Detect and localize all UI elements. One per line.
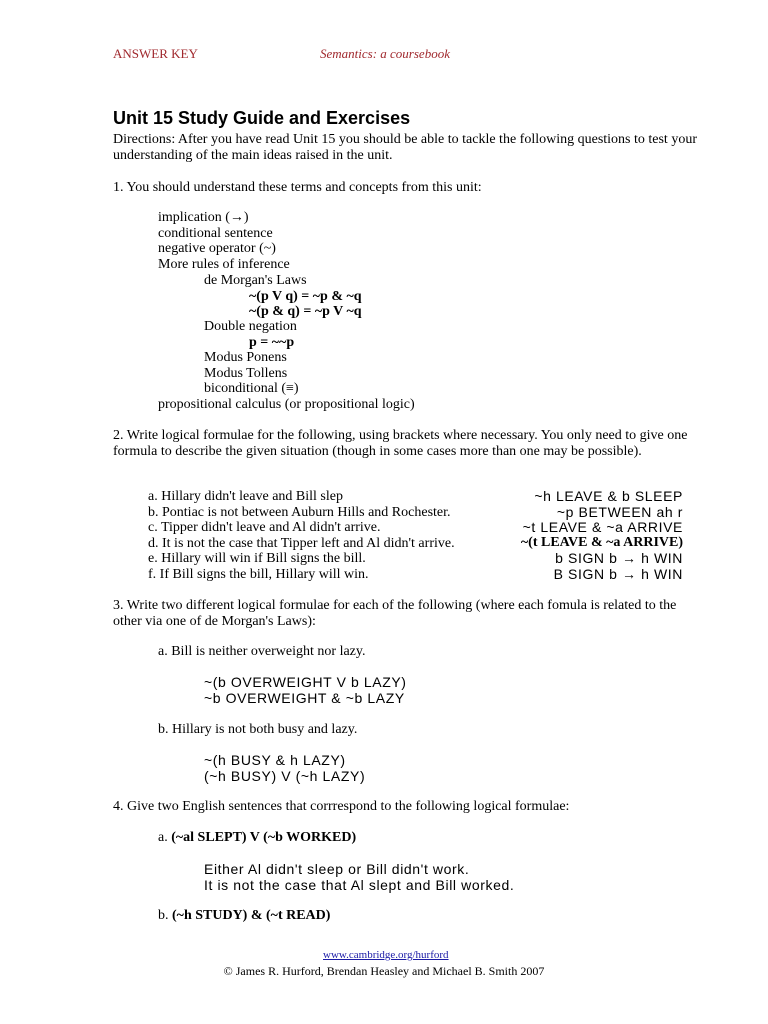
directions-text: Directions: After you have read Unit 15 you should be able to tackle the following questions to test your understanding of the main ideas raised in the unit. <box>113 132 697 163</box>
q1-term: conditional sentence <box>158 226 273 241</box>
q3b-label: b. Hillary is not both busy and lazy. <box>158 722 358 737</box>
q2-formula: b SIGN b → h WIN <box>555 550 683 566</box>
q4a-answer: Either Al didn't sleep or Bill didn't work. <box>204 861 470 877</box>
q2-formula: B SIGN b → h WIN <box>553 566 683 582</box>
q1-term: negative operator (~) <box>158 241 276 256</box>
q1-term: implication (→) <box>158 210 249 225</box>
q2-formula: ~t LEAVE & ~a ARRIVE <box>522 519 683 535</box>
q3a-answer: ~(b OVERWEIGHT V b LAZY) <box>204 674 407 690</box>
q1-term: propositional calculus (or propositional logic) <box>158 397 415 412</box>
q3a-label: a. Bill is neither overweight nor lazy. <box>158 644 366 659</box>
q4a-label <box>158 830 356 846</box>
page-title: Unit 15 Study Guide and Exercises <box>113 108 411 128</box>
q2-prompt: 2. Write logical formulae for the following, using brackets where necessary. You only need to give one formula to describe the given situation (though in some cases more than one may be possible). <box>113 428 688 459</box>
q1-term: Modus Tollens <box>204 366 288 381</box>
footer-copyright: © James R. Hurford, Brendan Heasley and Michael B. Smith 2007 <box>223 964 545 978</box>
q1-prompt: 1. You should understand these terms and concepts from this unit: <box>113 180 482 195</box>
q1-formula: ~(p & q) = ~p V ~q <box>249 304 362 319</box>
footer-link[interactable]: www.cambridge.org/hurford <box>323 949 449 961</box>
q4b-prefix: b. <box>158 908 172 923</box>
q2-sentence: f. If Bill signs the bill, Hillary will win. <box>148 567 369 582</box>
q3b-answer: ~(h BUSY & h LAZY) <box>204 752 346 768</box>
q1-formula: ~(p V q) = ~p & ~q <box>249 289 362 304</box>
q2-formula: ~(t LEAVE & ~a ARRIVE) <box>520 535 683 550</box>
q4a-prefix: a. <box>158 830 172 845</box>
q1-term: biconditional (≡) <box>204 381 299 396</box>
q3b-answer: (~h BUSY) V (~h LAZY) <box>204 768 366 784</box>
q1-term: More rules of inference <box>158 257 290 272</box>
q4b-label <box>158 908 330 924</box>
q3-prompt: 3. Write two different logical formulae for each of the following (where each fomula is related to the other via one of de Morgan's Laws): <box>113 598 677 629</box>
q1-term: Double negation <box>204 319 297 334</box>
q2-formula: ~p BETWEEN ah r <box>556 504 683 520</box>
q2-formula: ~h LEAVE & b SLEEP <box>534 488 683 504</box>
q2-sentence: d. It is not the case that Tipper left and Al didn't arrive. <box>148 536 455 551</box>
q4-prompt: 4. Give two English sentences that corrrespond to the following logical formulae: <box>113 799 570 814</box>
q4a-formula: (~al SLEPT) V (~b WORKED) <box>171 830 357 845</box>
q1-formula: p = ~~p <box>249 335 295 350</box>
q3a-answer: ~b OVERWEIGHT & ~b LAZY <box>204 690 405 706</box>
q4a-answer: It is not the case that Al slept and Bill worked. <box>204 877 515 893</box>
q1-term: de Morgan's Laws <box>204 273 307 288</box>
header-answer-key: ANSWER KEY <box>113 46 198 61</box>
header-book-title: Semantics: a coursebook <box>320 46 450 61</box>
q2-sentence: e. Hillary will win if Bill signs the bill. <box>148 551 366 566</box>
q2-sentence: a. Hillary didn't leave and Bill slep <box>148 489 343 504</box>
q2-sentence: c. Tipper didn't leave and Al didn't arrive. <box>148 520 381 535</box>
q2-sentence: b. Pontiac is not between Auburn Hills and Rochester. <box>148 505 451 520</box>
q4b-formula: (~h STUDY) & (~t READ) <box>172 908 331 923</box>
q1-term: Modus Ponens <box>204 350 287 365</box>
